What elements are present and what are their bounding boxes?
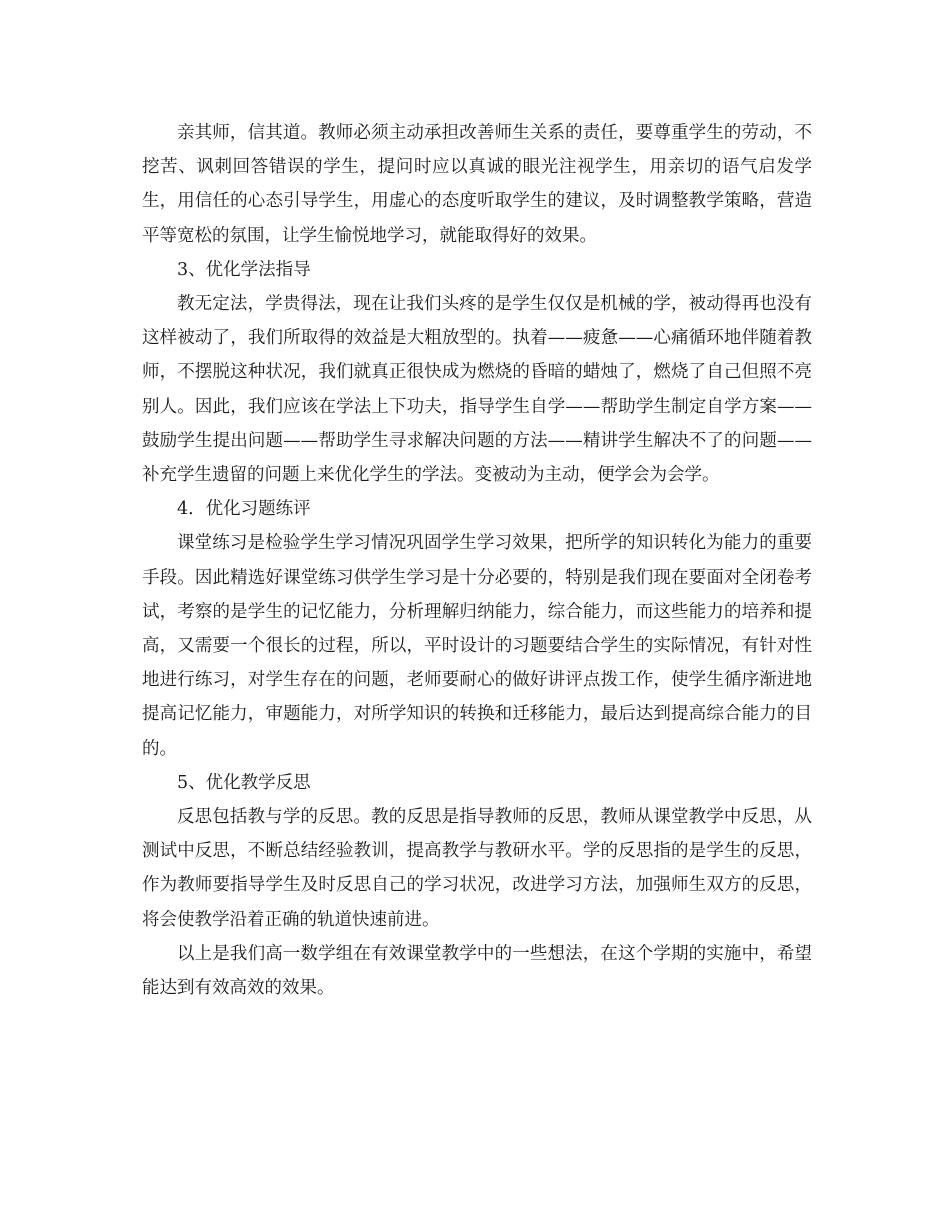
paragraph-conclusion: 以上是我们高一数学组在有效课堂教学中的一些想法，在这个学期的实施中，希望能达到有效高效的效果。 bbox=[142, 943, 812, 999]
document-body bbox=[142, 116, 812, 1005]
paragraph-learning-methods: 教无定法，学贵得法，现在让我们头疼的是学生仅仅是机械的学，被动得再也没有这样被动了，我们所取得的效益是大粗放型的。执着——疲惫——心痛循环地伴随着教师，不摆脱这种状况，我们就真正很快成为燃烧的昏暗的蜡烛了，燃烧了自己但照不亮别人。因此，我们应该在学法上下功夫，指导学生自学——帮助学生制定自学方案——鼓励学生提出问题——帮助学生寻求解决问题的方法——精讲学生解决不了的问题——补充学生遗留的问题上来优化学生的学法。变被动为主动，便学会为会学。 bbox=[142, 294, 812, 486]
heading-optimize-exercises: 4．优化习题练评 bbox=[177, 499, 311, 520]
paragraph-reflection: 反思包括教与学的反思。教的反思是指导教师的反思，教师从课堂教学中反思，从测试中反思，不断总结经验教训，提高教学与教研水平。学的反思指的是学生的反思，作为教师要指导学生及时反思自己的学习状况，改进学习方法，加强师生双方的反思，将会使教学沿着正确的轨道快速前进。 bbox=[142, 807, 812, 930]
heading-optimize-reflection: 5、优化教学反思 bbox=[177, 772, 311, 793]
heading-optimize-learning-methods: 3、优化学法指导 bbox=[177, 259, 311, 280]
paragraph-exercises: 课堂练习是检验学生学习情况巩固学生学习效果，把所学的知识转化为能力的重要手段。因此精选好课堂练习供学生学习是十分必要的，特别是我们现在要面对全闭卷考试，考察的是学生的记忆能力，分析理解归纳能力，综合能力，而这些能力的培养和提高，又需要一个很长的过程，所以，平时设计的习题要结合学生的实际情况，有针对性地进行练习，对学生存在的问题，老师要耐心的做好讲评点拨工作，使学生循序渐进地提高记忆能力，审题能力，对所学知识的转换和迁移能力，最后达到提高综合能力的目的。 bbox=[142, 533, 812, 759]
paragraph-teacher-student-relationship: 亲其师，信其道。教师必须主动承担改善师生关系的责任，要尊重学生的劳动，不挖苦、讽刺回答错误的学生，提问时应以真诚的眼光注视学生，用亲切的语气启发学生，用信任的心态引导学生，用虚心的态度听取学生的建议，及时调整教学策略，营造平等宽松的氛围，让学生愉悦地学习，就能取得好的效果。 bbox=[142, 123, 812, 246]
